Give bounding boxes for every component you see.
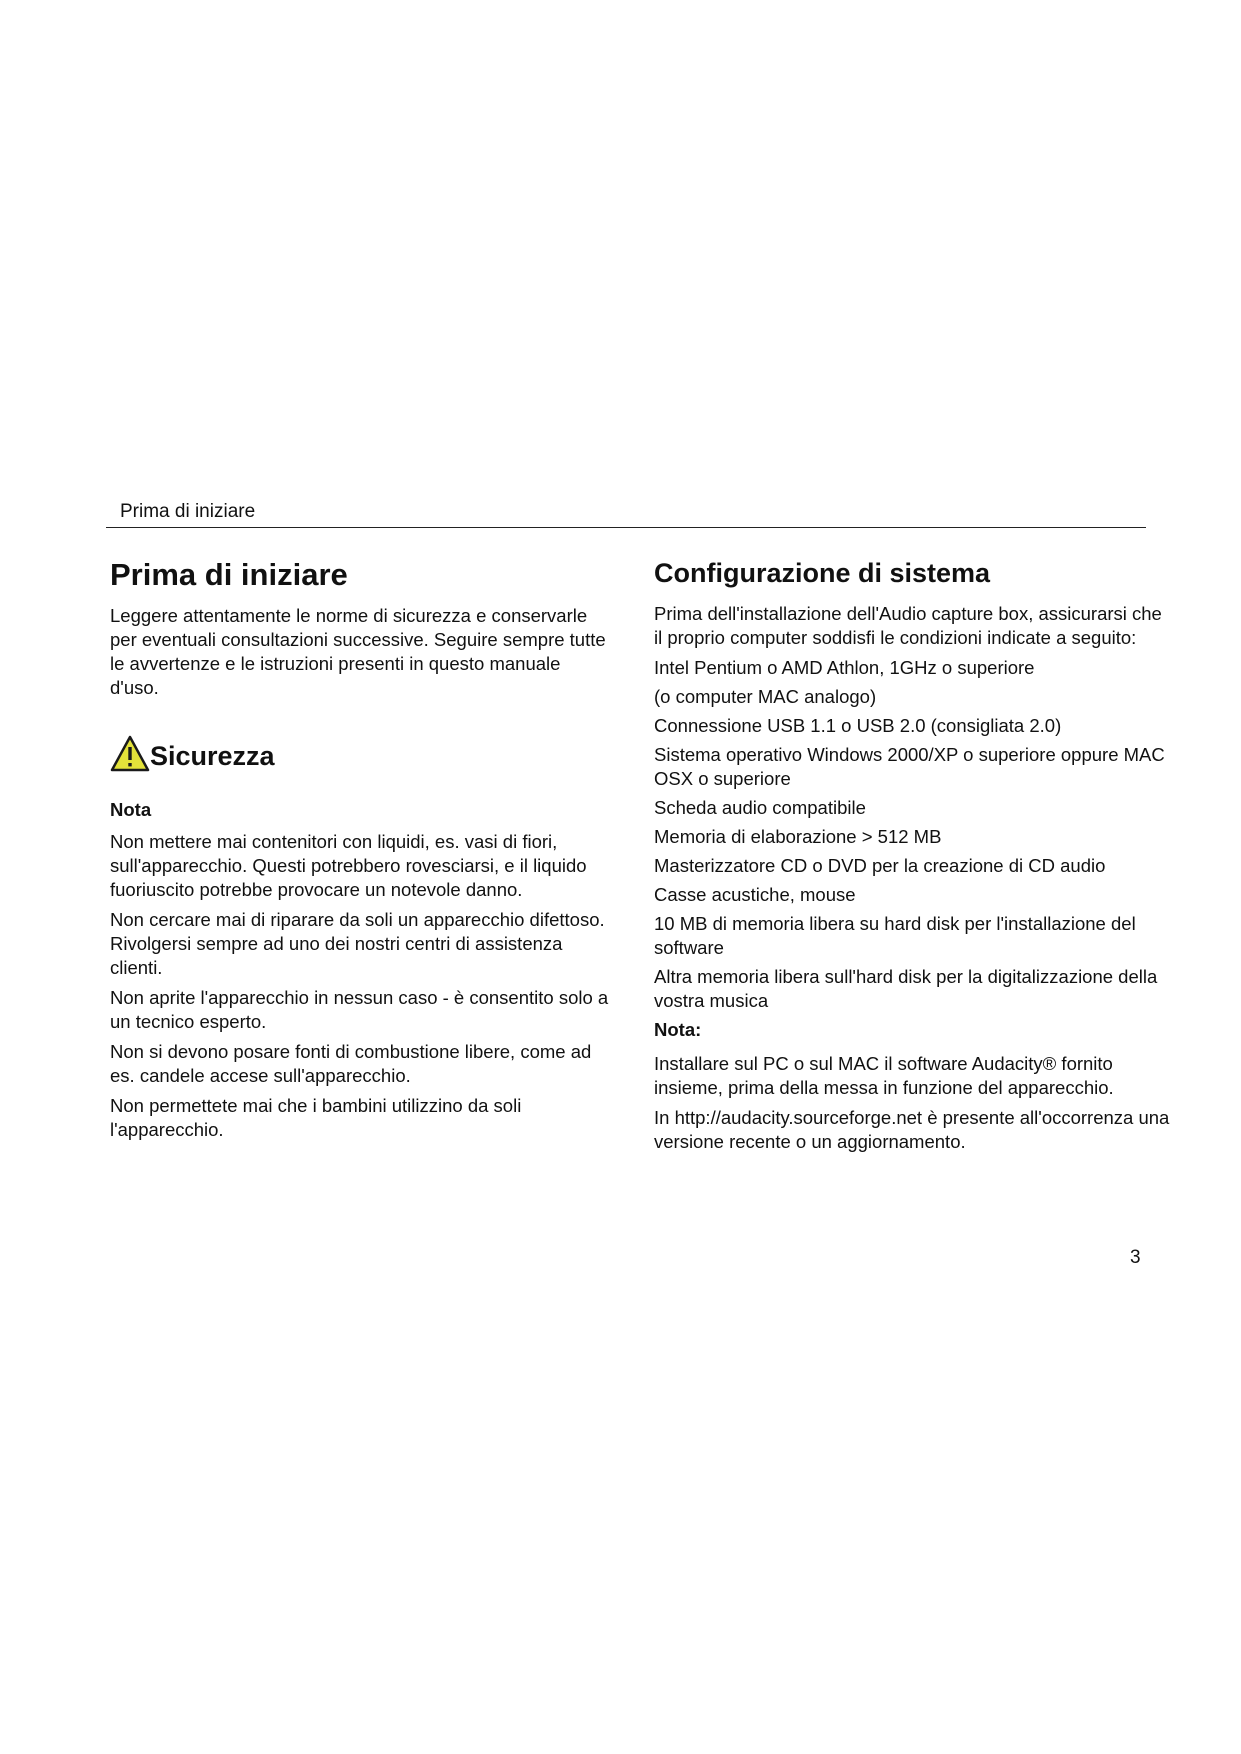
requirement-item: Altra memoria libera sull'hard disk per la digitalizzazione della vostra musica	[654, 966, 1158, 1011]
config-note: Installare sul PC o sul MAC il software Audacity® fornito insieme, prima della messa in funzione del apparecchio.	[654, 1053, 1114, 1098]
requirement-item: Connessione USB 1.1 o USB 2.0 (consigliata 2.0)	[654, 715, 1062, 736]
left-column	[110, 556, 610, 1148]
requirement-item: Scheda audio compatibile	[654, 797, 866, 818]
page-title: Prima di iniziare	[110, 557, 348, 592]
safety-note: Non si devono posare fonti di combustione libere, come ad es. candele accese sull'apparecchio.	[110, 1041, 592, 1086]
requirement-item: Masterizzatore CD o DVD per la creazione di CD audio	[654, 855, 1106, 876]
safety-note: Non permettete mai che i bambini utilizzino da soli l'apparecchio.	[110, 1095, 522, 1140]
running-header-title: Prima di iniziare	[120, 501, 256, 522]
requirement-item: Casse acustiche, mouse	[654, 884, 856, 905]
config-note: In http://audacity.sourceforge.net è presente all'occorrenza una versione recente o un aggiornamento.	[654, 1107, 1170, 1152]
safety-note: Non aprite l'apparecchio in nessun caso - è consentito solo a un tecnico esperto.	[110, 987, 609, 1032]
requirement-item: Sistema operativo Windows 2000/XP o superiore oppure MAC OSX o superiore	[654, 744, 1165, 789]
right-column	[654, 556, 1174, 1160]
requirement-item: Memoria di elaborazione > 512 MB	[654, 826, 942, 847]
page-number: 3	[1130, 1247, 1141, 1268]
warning-triangle-icon	[110, 734, 150, 774]
running-header	[106, 500, 1146, 528]
requirement-item: 10 MB di memoria libera su hard disk per l'installazione del software	[654, 913, 1136, 958]
requirement-item: (o computer MAC analogo)	[654, 686, 877, 707]
safety-note: Non mettere mai contenitori con liquidi, es. vasi di fiori, sull'apparecchio. Questi potrebbero rovesciarsi, e il liquido fuoriuscito potrebbe provocare un notevole danno.	[110, 831, 587, 900]
system-config-intro: Prima dell'installazione dell'Audio capture box, assicurarsi che il proprio computer soddisfi le condizioni indicate a seguito:	[654, 603, 1162, 648]
intro-paragraph: Leggere attentamente le norme di sicurezza e conservarle per eventuali consultazioni successive. Seguire sempre tutte le avvertenze e le istruzioni presenti in questo manuale d'uso.	[110, 605, 606, 698]
safety-heading	[110, 730, 610, 778]
note-label: Nota	[110, 799, 152, 820]
system-config-title: Configurazione di sistema	[654, 558, 991, 588]
safety-note: Non cercare mai di riparare da soli un apparecchio difettoso. Rivolgersi sempre ad uno dei nostri centri di assistenza clienti.	[110, 909, 605, 978]
safety-title: Sicurezza	[150, 741, 275, 771]
requirement-item: Intel Pentium o AMD Athlon, 1GHz o superiore	[654, 657, 1035, 678]
config-note-label: Nota:	[654, 1019, 702, 1040]
